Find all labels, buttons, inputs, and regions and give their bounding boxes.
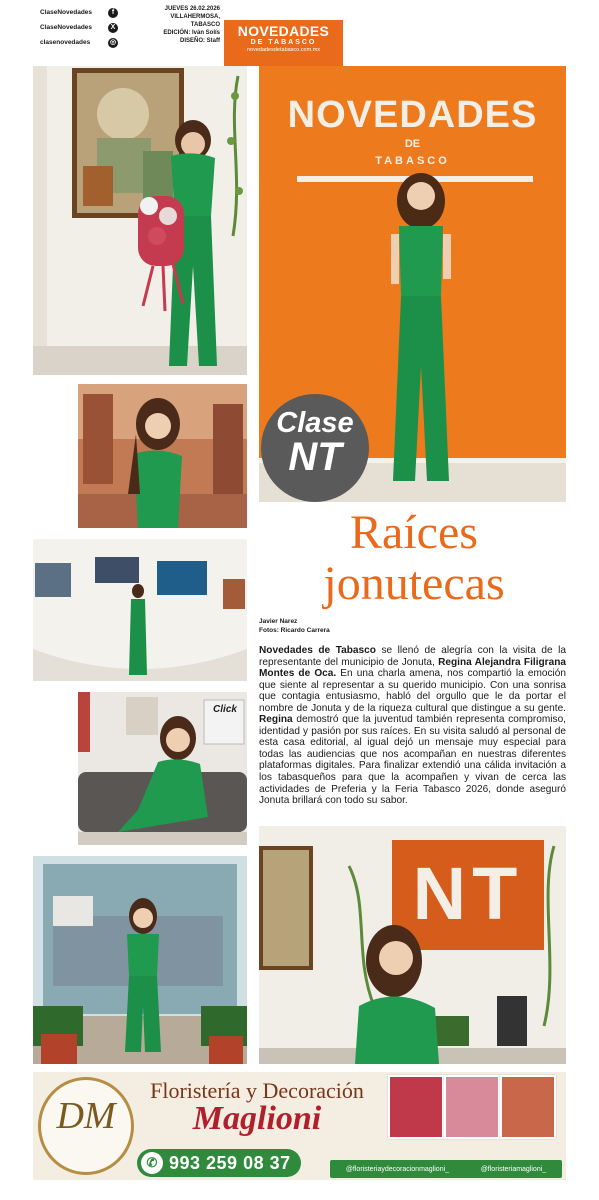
social-handle: ClaseNovedades bbox=[40, 24, 93, 31]
body-text-1: se llenó de alegría con la visita de la representante del municipio de Jonuta, bbox=[259, 645, 566, 668]
ad-flower-photo-2 bbox=[444, 1075, 500, 1139]
ad-social-bar[interactable] bbox=[330, 1160, 562, 1178]
photo-press-window bbox=[33, 856, 247, 1064]
author: Javier Narez bbox=[259, 618, 298, 625]
clase-nt-badge bbox=[261, 394, 369, 502]
issue-date: JUEVES 26.02.2026 bbox=[164, 6, 220, 12]
logo-subtitle: DE TABASCO bbox=[250, 39, 317, 46]
ad-title: Floristería y Decoración bbox=[150, 1078, 364, 1103]
instagram-icon: ◎ bbox=[109, 38, 117, 46]
social-handle: clasenovedades bbox=[40, 39, 91, 46]
social-x[interactable] bbox=[40, 20, 118, 35]
photo-press-window-art bbox=[33, 856, 247, 1064]
article-headline bbox=[262, 507, 566, 609]
magazine-title: Click bbox=[213, 704, 237, 715]
photo-gallery-wall bbox=[33, 539, 247, 681]
headline-line-2: jonutecas bbox=[323, 557, 505, 610]
photo-mural-art bbox=[78, 384, 247, 528]
issue-city: VILLAHERMOSA, TABASCO bbox=[170, 14, 220, 28]
ad-instagram-handle[interactable]: @floristeriamaglioni_ bbox=[480, 1165, 547, 1173]
photo-nt-sign bbox=[259, 826, 566, 1064]
issue-edition: EDICIÓN: Iván Solís bbox=[163, 30, 220, 36]
issue-meta bbox=[140, 5, 220, 45]
ad-facebook-handle[interactable]: @floristeriaydecoracionmaglioni_ bbox=[345, 1165, 450, 1173]
body-text-2: En una charla amena, nos compartió la emoción que siente al representar a su querido municipio. Con una sonrisa que contagia entusiasmo, habló del orgullo que le da portar el nombre de Jonuta y de la riqueza cultural que distingue a su gente. bbox=[259, 668, 566, 714]
photo-credit: Fotos: Ricardo Carrera bbox=[259, 626, 330, 634]
social-instagram[interactable] bbox=[40, 35, 118, 50]
body-text-3: demostró que la juventud también representa compromiso, identidad y pasión por sus raíces. En su visita saludó al personal de esta casa editorial, al igual dejó un mensaje muy especial para todas las audiencias que nos acompañan en nuestras diferentes plataformas digitales. Para finalizar extendió una cálida invitación a los tabasqueños para que la acompañen y vivan de cerca las actividades de Preferia y la Feria Tabasco 2026, donde aseguró Jonuta brillará con todo su sabor. bbox=[259, 714, 566, 807]
newspaper-logo[interactable] bbox=[224, 20, 343, 66]
x-icon: X bbox=[108, 23, 118, 33]
headline-line-1: Raíces bbox=[350, 506, 478, 559]
logo-url: novedadesdetabasco.com.mx bbox=[246, 47, 321, 53]
social-handle: ClaseNovedades bbox=[40, 9, 93, 16]
ad-flower-photo-3 bbox=[500, 1075, 556, 1139]
header-social bbox=[40, 5, 118, 50]
ad-monogram: DM bbox=[56, 1095, 116, 1137]
nt-sign: NT bbox=[412, 852, 524, 935]
article-body bbox=[259, 645, 566, 807]
whatsapp-icon: ✆ bbox=[141, 1152, 163, 1174]
wall-sign-title: NOVEDADES bbox=[287, 94, 538, 136]
article-byline bbox=[259, 618, 419, 635]
badge-clase: Clase bbox=[276, 407, 354, 439]
body-bold-3: Regina bbox=[259, 714, 293, 726]
photo-gallery-wall-art bbox=[33, 539, 247, 681]
photo-sofa bbox=[78, 692, 247, 845]
facebook-icon: f bbox=[108, 8, 118, 18]
badge-nt: NT bbox=[288, 435, 342, 479]
photo-portrait-painting bbox=[33, 66, 247, 375]
photo-mural bbox=[78, 384, 247, 528]
wall-sign-de: DE bbox=[404, 138, 421, 150]
ad-flower-photo-1 bbox=[388, 1075, 444, 1139]
photo-portrait-painting-art bbox=[33, 66, 247, 375]
body-bold-1: Novedades de Tabasco bbox=[259, 645, 376, 656]
social-facebook[interactable] bbox=[40, 5, 118, 20]
ad-phone-pill[interactable] bbox=[137, 1149, 301, 1177]
wall-sign-tabasco: TABASCO bbox=[375, 155, 450, 167]
ad-brand: Maglioni bbox=[192, 1100, 322, 1137]
issue-design: DISEÑO: Staff bbox=[179, 38, 220, 44]
logo-title: NOVEDADES bbox=[237, 23, 330, 39]
body-bold-2: Regina Alejandra Filigrana Montes de Oca. bbox=[259, 656, 566, 680]
ad-phone-number: 993 259 08 37 bbox=[169, 1152, 291, 1173]
